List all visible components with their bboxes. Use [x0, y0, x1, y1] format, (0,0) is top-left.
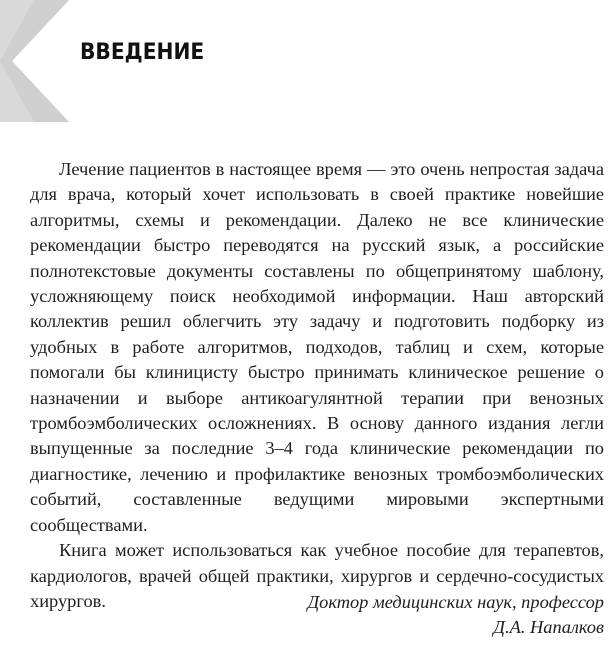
body-text: [30, 157, 604, 614]
signature-name: Д.А. Напалков: [493, 617, 604, 638]
section-heading: ВВЕДЕНИЕ: [80, 40, 205, 65]
paragraph-intro: Лечение пациентов в настоящее время — это очень непростая задача для врача, который хочет использовать в своей практике новейшие алгоритмы, схемы и рекомендации. Далеко не все клинические рекомендации быстро переводятся на русский язык, а российские полнотекстовые документы составлены по общепринятому шаблону, усложняющему поиск необходимой информации. Наш авторский коллектив решил облегчить эту задачу и подготовить подборку из удобных в работе алгоритмов, подходов, таблиц и схем, которые помогали бы клиницисту быстро принимать клиническое решение о назначении и выборе антикоагулянтной терапии при венозных тромбоэмболических осложнениях. В основу данного издания легли выпущенные за последние 3–4 года клинические рекомендации по диагностике, лечению и профилактике венозных тромбоэмболических событий, составленные ведущими мировыми экспертными сообществами.: [30, 159, 604, 535]
signature: [307, 590, 604, 641]
chevron-decoration: [0, 0, 70, 122]
signature-title: Доктор медицинских наук, профессор: [307, 592, 604, 612]
paragraph-audience: Книга может использоваться как учебное пособие для терапевтов, кардиологов, врачей общей практики, хирургов и сердечно-сосудистых хирургов.: [30, 540, 604, 611]
